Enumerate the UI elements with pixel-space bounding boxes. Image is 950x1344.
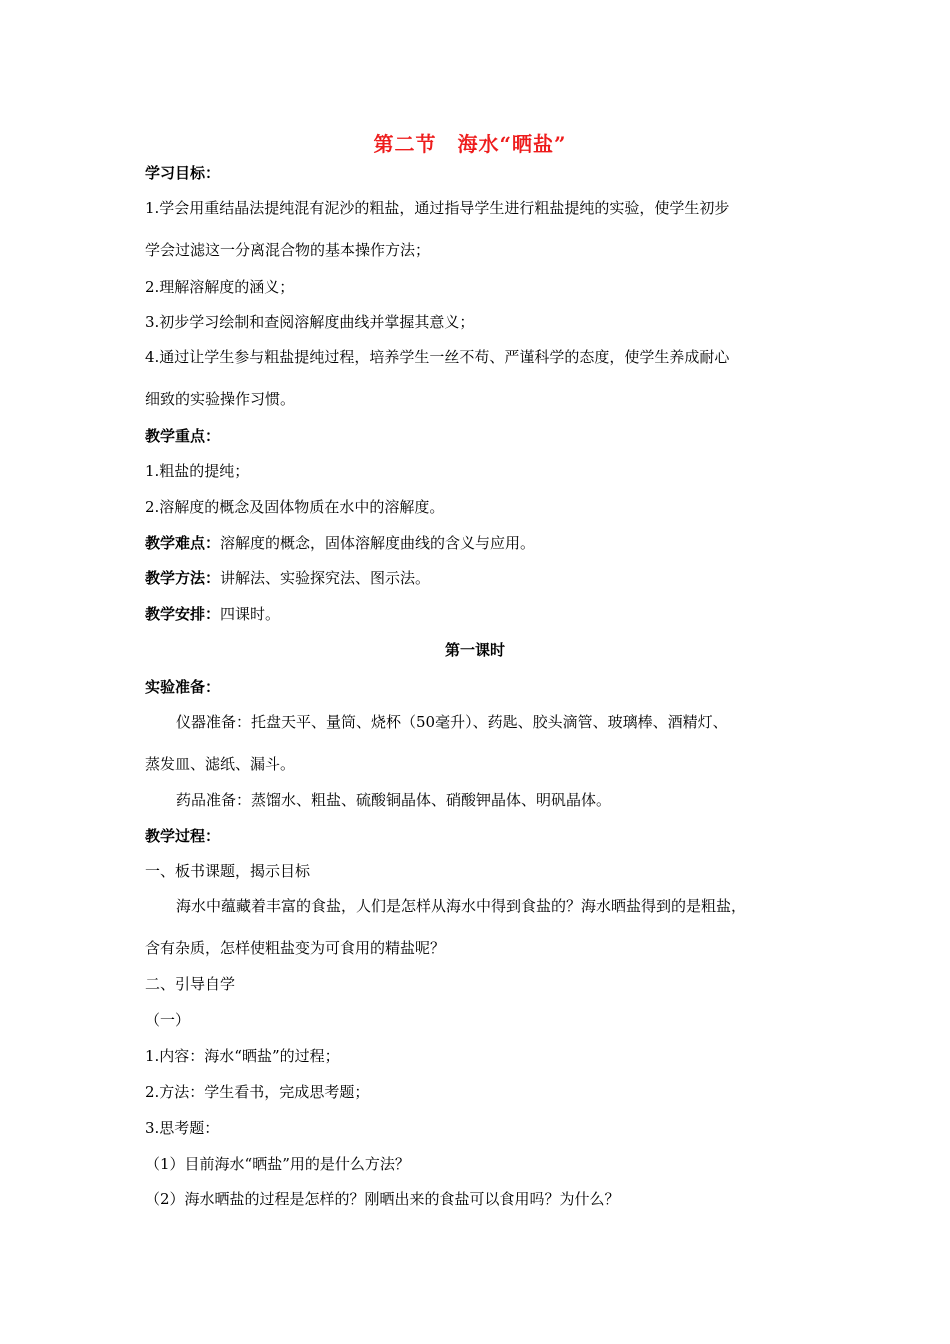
process-questions: 3.思考题： <box>145 1119 220 1137</box>
process-intro-b: 含有杂质，怎样使粗盐变为可食用的精盐呢？ <box>145 939 446 957</box>
process-question-1: （1）目前海水“晒盐”用的是什么方法？ <box>145 1155 410 1173</box>
instruments-line-b: 蒸发皿、滤纸、漏斗。 <box>145 755 296 773</box>
page-title: 第二节 海水“晒盐” <box>373 132 567 156</box>
key-point-1: 1.粗盐的提纯； <box>145 462 250 480</box>
arrangement-label: 教学安排： <box>145 605 221 623</box>
objective-item-1b: 学会过滤这一分离混合物的基本操作方法； <box>145 241 431 259</box>
methods-label: 教学方法： <box>145 569 221 587</box>
difficulties-line <box>145 533 535 553</box>
process-sub-1: （一） <box>145 1011 191 1029</box>
difficulties-label: 教学难点： <box>145 534 221 552</box>
objective-item-4b: 细致的实验操作习惯。 <box>145 390 296 408</box>
objective-item-3: 3.初步学习绘制和查阅溶解度曲线并掌握其意义； <box>145 313 475 331</box>
key-points-heading: 教学重点： <box>145 427 221 445</box>
preparation-heading: 实验准备： <box>145 678 221 696</box>
process-section-2: 二、引导自学 <box>145 975 236 993</box>
objectives-heading: 学习目标： <box>145 164 221 182</box>
objective-item-1a: 1.学会用重结晶法提纯混有泥沙的粗盐，通过指导学生进行粗盐提纯的实验，使学生初步 <box>145 199 730 217</box>
methods-text: 讲解法、实验探究法、图示法。 <box>220 569 431 587</box>
process-method: 2.方法：学生看书，完成思考题； <box>145 1083 370 1101</box>
process-content: 1.内容：海水“晒盐”的过程； <box>145 1047 340 1065</box>
arrangement-line <box>145 604 280 624</box>
objective-item-2: 2.理解溶解度的涵义； <box>145 278 295 296</box>
process-question-2: （2）海水晒盐的过程是怎样的？刚晒出来的食盐可以食用吗？为什么？ <box>145 1190 620 1208</box>
key-point-2: 2.溶解度的概念及固体物质在水中的溶解度。 <box>145 498 445 516</box>
methods-line <box>145 568 430 588</box>
process-heading: 教学过程： <box>145 827 221 845</box>
process-intro-a: 海水中蕴藏着丰富的食盐，人们是怎样从海水中得到食盐的？海水晒盐得到的是粗盐， <box>176 897 747 915</box>
chemicals-line: 药品准备：蒸馏水、粗盐、硫酸铜晶体、硝酸钾晶体、明矾晶体。 <box>176 791 612 809</box>
difficulties-text: 溶解度的概念，固体溶解度曲线的含义与应用。 <box>220 534 536 552</box>
instruments-line-a: 仪器准备：托盘天平、量筒、烧杯（50毫升）、药匙、胶头滴管、玻璃棒、酒精灯、 <box>176 713 728 731</box>
objective-item-4a: 4.通过让学生参与粗盐提纯过程，培养学生一丝不苟、严谨科学的态度，使学生养成耐心 <box>145 348 730 366</box>
arrangement-text: 四课时。 <box>220 605 281 623</box>
process-section-1: 一、板书课题，揭示目标 <box>145 862 311 880</box>
lesson-title: 第一课时 <box>444 641 505 659</box>
